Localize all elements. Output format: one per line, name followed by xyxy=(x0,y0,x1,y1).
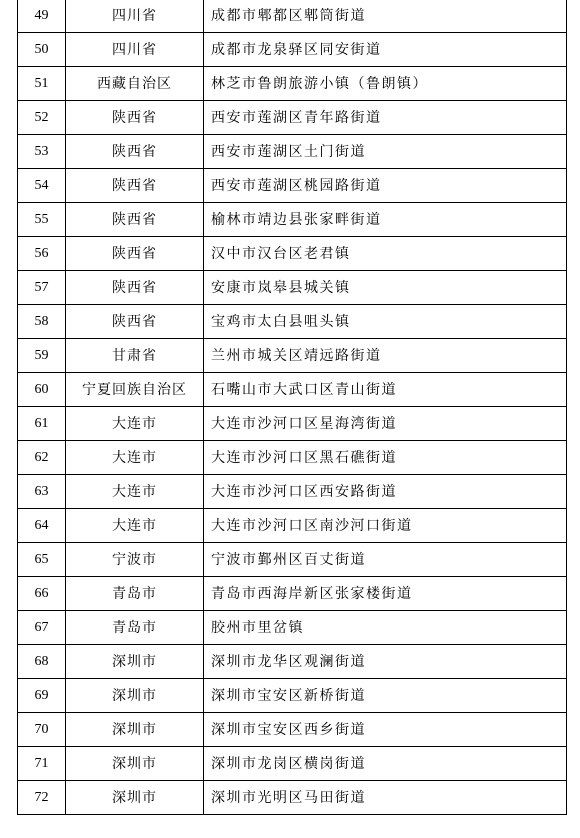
row-number-cell: 60 xyxy=(18,373,66,407)
address-cell: 大连市沙河口区黑石礁街道 xyxy=(204,441,567,475)
table-row xyxy=(18,33,567,67)
table-row xyxy=(18,679,567,713)
table-row xyxy=(18,441,567,475)
address-cell: 石嘴山市大武口区青山街道 xyxy=(204,373,567,407)
province-cell: 四川省 xyxy=(66,33,204,67)
address-cell: 安康市岚皋县城关镇 xyxy=(204,271,567,305)
row-number-cell: 51 xyxy=(18,67,66,101)
province-cell: 四川省 xyxy=(66,0,204,33)
province-cell: 宁夏回族自治区 xyxy=(66,373,204,407)
table-row xyxy=(18,611,567,645)
province-cell: 陕西省 xyxy=(66,305,204,339)
province-cell: 大连市 xyxy=(66,407,204,441)
province-cell: 陕西省 xyxy=(66,271,204,305)
address-cell: 兰州市城关区靖远路街道 xyxy=(204,339,567,373)
table-row xyxy=(18,475,567,509)
row-number-cell: 55 xyxy=(18,203,66,237)
street-list-table xyxy=(17,0,567,815)
address-cell: 西安市莲湖区土门街道 xyxy=(204,135,567,169)
province-cell: 深圳市 xyxy=(66,747,204,781)
row-number-cell: 49 xyxy=(18,0,66,33)
address-cell: 深圳市宝安区新桥街道 xyxy=(204,679,567,713)
table-row xyxy=(18,0,567,33)
province-cell: 青岛市 xyxy=(66,611,204,645)
address-cell: 宁波市鄞州区百丈街道 xyxy=(204,543,567,577)
table-row xyxy=(18,271,567,305)
table-row xyxy=(18,101,567,135)
address-cell: 深圳市龙华区观澜街道 xyxy=(204,645,567,679)
table-row xyxy=(18,237,567,271)
row-number-cell: 68 xyxy=(18,645,66,679)
address-cell: 成都市龙泉驿区同安街道 xyxy=(204,33,567,67)
table-body xyxy=(18,0,567,815)
row-number-cell: 54 xyxy=(18,169,66,203)
table-row xyxy=(18,713,567,747)
address-cell: 汉中市汉台区老君镇 xyxy=(204,237,567,271)
table-row xyxy=(18,135,567,169)
table-row xyxy=(18,305,567,339)
province-cell: 陕西省 xyxy=(66,237,204,271)
province-cell: 陕西省 xyxy=(66,203,204,237)
row-number-cell: 64 xyxy=(18,509,66,543)
address-cell: 深圳市龙岗区横岗街道 xyxy=(204,747,567,781)
table-row xyxy=(18,543,567,577)
province-cell: 深圳市 xyxy=(66,679,204,713)
row-number-cell: 58 xyxy=(18,305,66,339)
row-number-cell: 50 xyxy=(18,33,66,67)
address-cell: 西安市莲湖区桃园路街道 xyxy=(204,169,567,203)
province-cell: 大连市 xyxy=(66,509,204,543)
address-cell: 林芝市鲁朗旅游小镇（鲁朗镇） xyxy=(204,67,567,101)
address-cell: 榆林市靖边县张家畔街道 xyxy=(204,203,567,237)
row-number-cell: 53 xyxy=(18,135,66,169)
table-row xyxy=(18,373,567,407)
row-number-cell: 61 xyxy=(18,407,66,441)
province-cell: 深圳市 xyxy=(66,781,204,815)
table-row xyxy=(18,577,567,611)
address-cell: 西安市莲湖区青年路街道 xyxy=(204,101,567,135)
table-row xyxy=(18,509,567,543)
province-cell: 深圳市 xyxy=(66,645,204,679)
table-row xyxy=(18,203,567,237)
address-cell: 大连市沙河口区南沙河口街道 xyxy=(204,509,567,543)
province-cell: 陕西省 xyxy=(66,101,204,135)
province-cell: 青岛市 xyxy=(66,577,204,611)
province-cell: 甘肃省 xyxy=(66,339,204,373)
table-row xyxy=(18,747,567,781)
row-number-cell: 63 xyxy=(18,475,66,509)
province-cell: 陕西省 xyxy=(66,135,204,169)
row-number-cell: 57 xyxy=(18,271,66,305)
row-number-cell: 72 xyxy=(18,781,66,815)
row-number-cell: 52 xyxy=(18,101,66,135)
address-cell: 宝鸡市太白县咀头镇 xyxy=(204,305,567,339)
address-cell: 成都市郫都区郫筒街道 xyxy=(204,0,567,33)
row-number-cell: 56 xyxy=(18,237,66,271)
row-number-cell: 69 xyxy=(18,679,66,713)
table-row xyxy=(18,645,567,679)
province-cell: 西藏自治区 xyxy=(66,67,204,101)
table-row xyxy=(18,67,567,101)
province-cell: 深圳市 xyxy=(66,713,204,747)
row-number-cell: 59 xyxy=(18,339,66,373)
table-row xyxy=(18,781,567,815)
province-cell: 陕西省 xyxy=(66,169,204,203)
address-cell: 青岛市西海岸新区张家楼街道 xyxy=(204,577,567,611)
row-number-cell: 62 xyxy=(18,441,66,475)
row-number-cell: 65 xyxy=(18,543,66,577)
row-number-cell: 71 xyxy=(18,747,66,781)
address-cell: 深圳市光明区马田街道 xyxy=(204,781,567,815)
row-number-cell: 66 xyxy=(18,577,66,611)
address-cell: 大连市沙河口区西安路街道 xyxy=(204,475,567,509)
table-row xyxy=(18,339,567,373)
address-cell: 大连市沙河口区星海湾街道 xyxy=(204,407,567,441)
row-number-cell: 67 xyxy=(18,611,66,645)
province-cell: 大连市 xyxy=(66,475,204,509)
row-number-cell: 70 xyxy=(18,713,66,747)
address-cell: 胶州市里岔镇 xyxy=(204,611,567,645)
province-cell: 大连市 xyxy=(66,441,204,475)
province-cell: 宁波市 xyxy=(66,543,204,577)
table-row xyxy=(18,407,567,441)
address-cell: 深圳市宝安区西乡街道 xyxy=(204,713,567,747)
table-row xyxy=(18,169,567,203)
